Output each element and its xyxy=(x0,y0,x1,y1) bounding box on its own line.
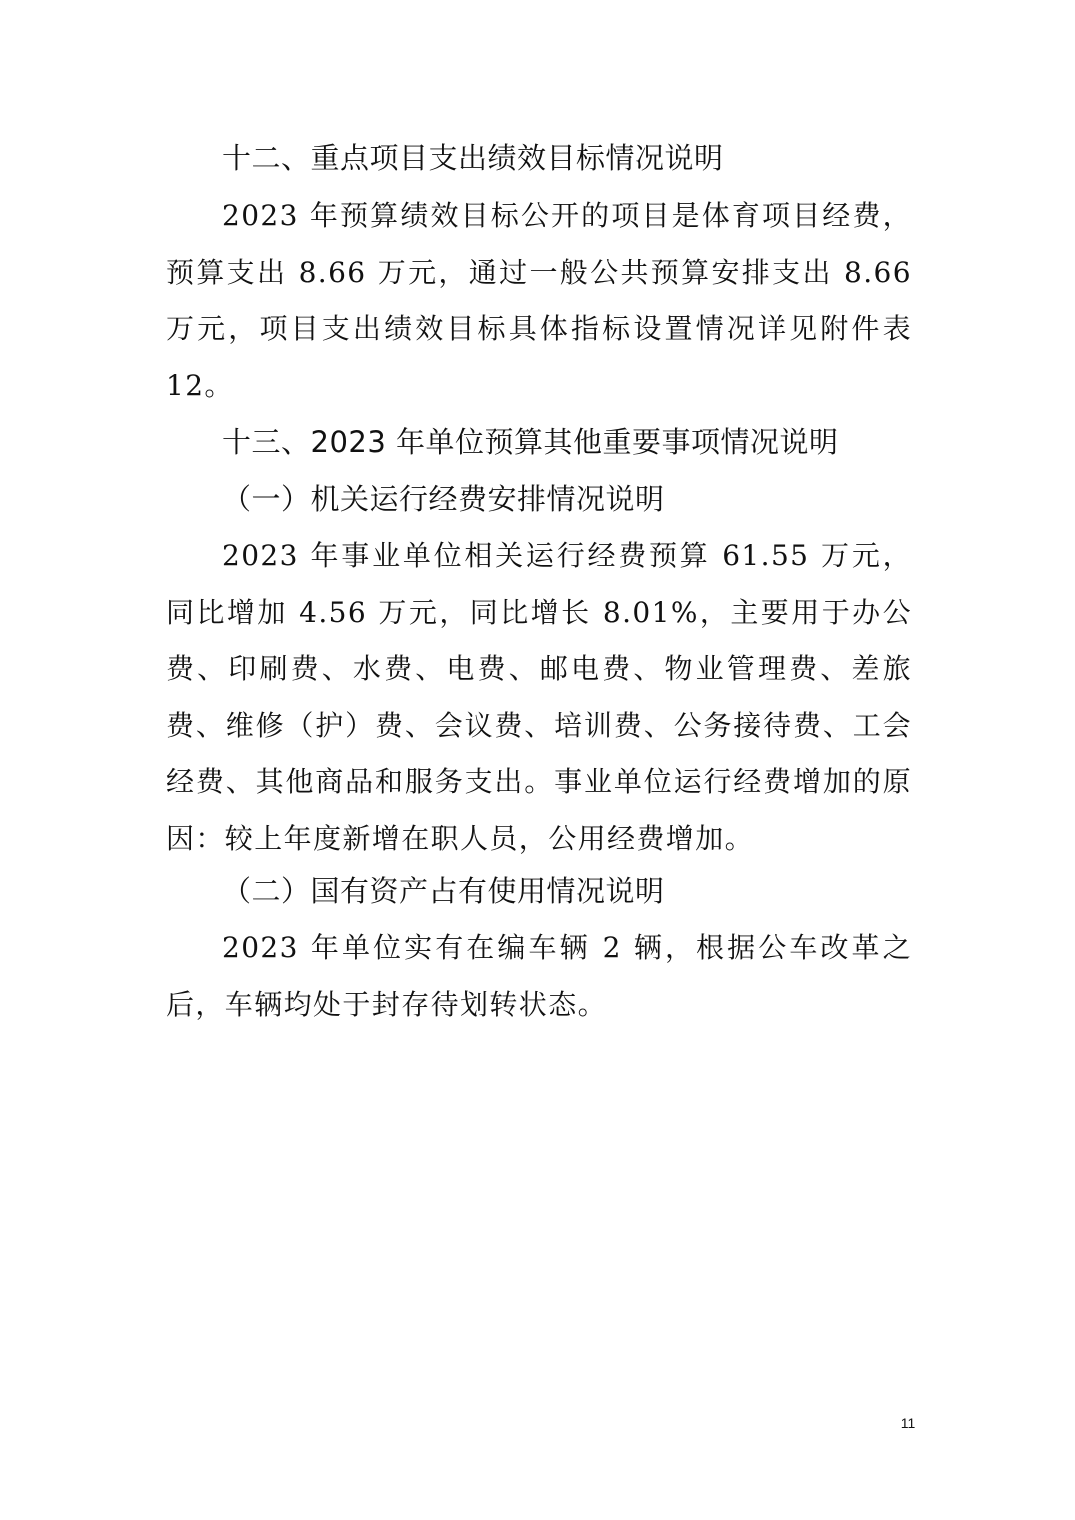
page-number: 11 xyxy=(900,1415,916,1431)
section-12-heading: 十二、重点项目支出绩效目标情况说明 xyxy=(222,141,724,175)
section-13-heading: 十三、2023 年单位预算其他重要事项情况说明 xyxy=(222,425,839,459)
section-13-sub1-heading: （一）机关运行经费安排情况说明 xyxy=(222,482,665,516)
section-13-sub2-paragraph: 2023 年单位实有在编车辆 2 辆，根据公车改革之后，车辆均处于封存待划转状态。 xyxy=(166,931,912,1021)
section-12-paragraph: 2023 年预算绩效目标公开的项目是体育项目经费，预算支出 8.66 万元，通过一般公共预算安排支出 8.66 万元，项目支出绩效目标具体指标设置情况详见附件表 12。 xyxy=(166,199,912,402)
section-13-sub2-heading: （二）国有资产占有使用情况说明 xyxy=(222,874,665,908)
section-13-sub1-paragraph: 2023 年事业单位相关运行经费预算 61.55 万元，同比增加 4.56 万元，同比增长 8.01%，主要用于办公费、印刷费、水费、电费、邮电费、物业管理费、差旅费、维修（护）费、会议费、培训费、公务接待费、工会经费、其他商品和服务支出。事业单位运行经费增加的原因：较上年度新增在职人员，公用经费增加。 xyxy=(166,539,912,855)
